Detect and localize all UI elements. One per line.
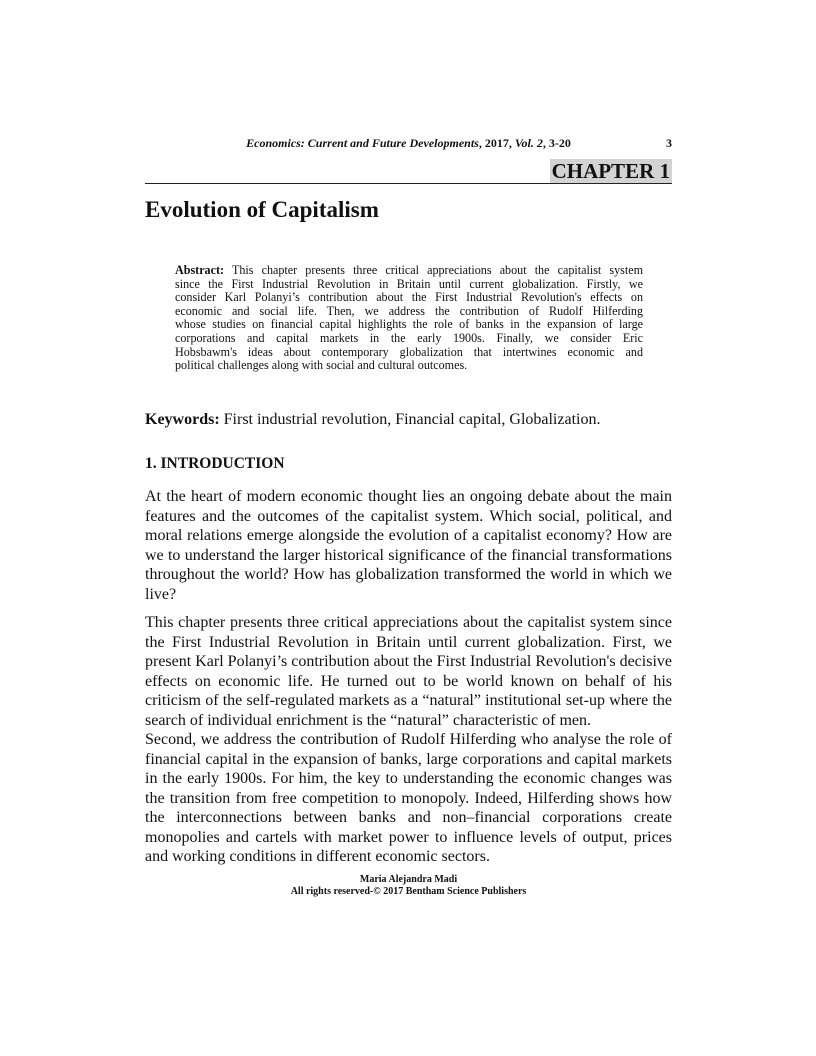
text-line: we to understand the larger historical significance of the financial transformations xyxy=(145,546,672,564)
page-number: 3 xyxy=(666,136,672,150)
text-line: criticism of the self-regulated markets as a “natural” institutional set-up where the xyxy=(145,692,672,709)
text-line: present Karl Polanyi’s contribution about the First Industrial Revolution's decisive xyxy=(145,653,672,670)
text-line: effects on economic life. He turned out to be world known on behalf of his xyxy=(145,672,672,690)
abstract-line: whose studies on financial capital highlights the role of banks in the expansion of large xyxy=(175,317,643,332)
text-line: throughout the world? How has globalization transformed the world in which we xyxy=(145,566,672,583)
paragraph xyxy=(145,730,672,867)
journal-name: Economics: Current and Future Developments xyxy=(246,136,479,150)
keywords-text: First industrial revolution, Financial capital, Globalization. xyxy=(219,411,601,428)
text-line: the First Industrial Revolution in Britain until current globalization. First, we xyxy=(145,633,672,651)
abstract-line: political challenges along with social and cultural outcomes. xyxy=(175,358,468,373)
chapter-label: CHAPTER 1 xyxy=(551,159,670,183)
abstract-line: since the First Industrial Revolution in Britain until current globalization. Firstly, we xyxy=(175,276,643,291)
abstract xyxy=(175,264,643,373)
volume: Vol. 2 xyxy=(514,136,543,150)
text-line: monopolies and cartels with market power to influence levels of output, prices xyxy=(145,828,672,846)
text-line: live? xyxy=(145,585,177,603)
section-heading: 1. INTRODUCTION xyxy=(145,455,285,472)
abstract-line xyxy=(175,264,643,278)
chapter-title: Evolution of Capitalism xyxy=(145,197,379,222)
text-line: Second, we address the contribution of Rudolf Hilferding who analyse the role of xyxy=(145,731,672,748)
keywords-label: Keywords: xyxy=(145,411,220,428)
text-line: At the heart of modern economic thought lies an ongoing debate about the main xyxy=(145,488,672,505)
footer-author: Maria Alejandra Madi xyxy=(359,874,458,885)
text-line: the transition from free competition to monopoly. Indeed, Hilferding shows how xyxy=(145,789,672,807)
abstract-line: economic and social life. Then, we address the contribution of Rudolf Hilferding xyxy=(175,303,643,318)
paragraph xyxy=(145,487,672,604)
abstract-line: Hobsbawm's ideas about contemporary globalization that intertwines economic and xyxy=(175,344,643,359)
year: , 2017, xyxy=(478,136,515,150)
header-rule xyxy=(145,183,672,184)
text-line: This chapter presents three critical appreciations about the capitalist system since xyxy=(145,614,672,631)
text-line: moral relations emerge alongside the evolution of a capitalist economy? How are xyxy=(145,527,672,544)
abstract-line: consider Karl Polanyi’s contribution about the First Industrial Revolution's effects on xyxy=(175,290,643,305)
page-range: , 3-20 xyxy=(542,136,571,150)
text-line: in the early 1900s. For him, the key to understanding the economic changes was xyxy=(145,770,672,787)
paragraph xyxy=(145,613,672,730)
text-line: financial capital in the expansion of banks, large corporations and capital markets xyxy=(145,750,672,768)
running-header xyxy=(145,136,672,151)
keywords xyxy=(145,411,600,429)
text-line: features and the outcomes of the capitalist system. Which social, political, and xyxy=(145,507,672,525)
footer-rights: All rights reserved-© 2017 Bentham Science Publishers xyxy=(290,886,527,897)
text-line: search of individual enrichment is the “natural” characteristic of men. xyxy=(145,711,592,729)
abstract-line: corporations and capital markets in the early 1900s. Finally, we consider Eric xyxy=(175,330,643,345)
text-line: the interconnections between banks and non–financial corporations create xyxy=(145,809,672,826)
abstract-label: Abstract: xyxy=(175,263,225,277)
abstract-text: This chapter presents three critical appreciations about the capitalist system xyxy=(224,263,643,277)
text-line: and working conditions in different economic sectors. xyxy=(145,848,490,865)
